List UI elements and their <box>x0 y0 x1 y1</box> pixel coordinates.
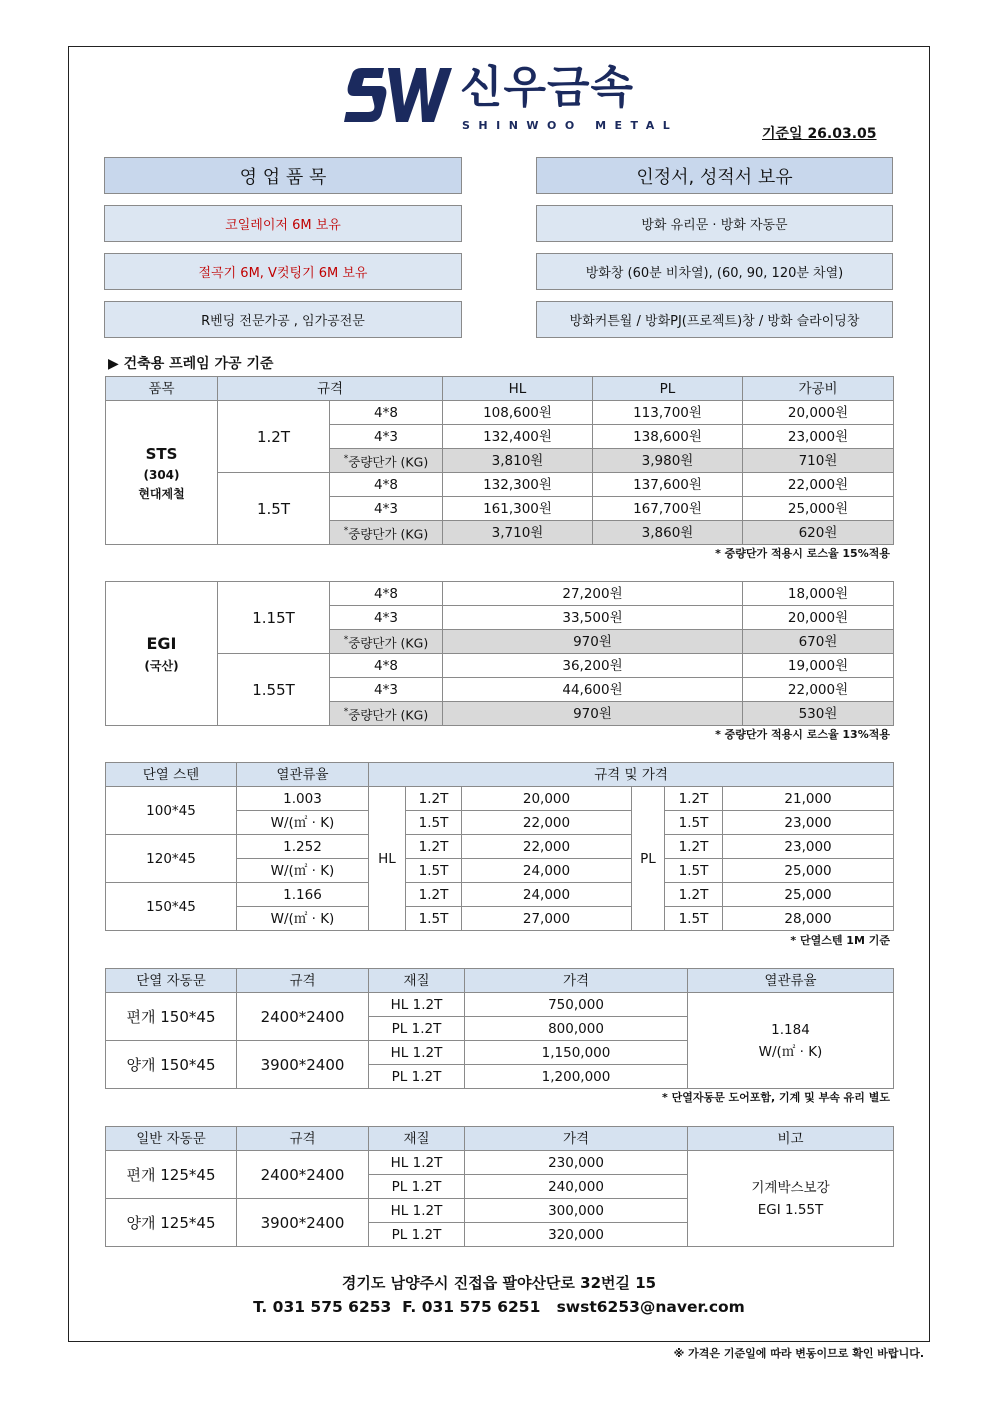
weight-price-text: 중량단가 (KG) <box>348 454 429 470</box>
table-cell: 4*3 <box>330 606 443 630</box>
td-door-name: 양개 150*45 <box>106 1041 237 1089</box>
ts-note: * 단열스텐 1M 기준 <box>790 934 890 947</box>
table-cell: 3,860원 <box>593 521 743 545</box>
weight-price-text: 중량단가 (KG) <box>348 526 429 542</box>
table-cell: 4*3 <box>330 425 443 449</box>
table-cell: 33,500원 <box>443 606 743 630</box>
table-cell: PL 1.2T <box>369 1065 465 1089</box>
td-door-size: 3900*2400 <box>237 1041 369 1089</box>
asterisk: * <box>343 525 349 536</box>
table-cell: 970원 <box>443 630 743 654</box>
table-cell: 970원 <box>443 702 743 726</box>
td-header-u: 열관류율 <box>688 969 894 993</box>
table-cell: 1.5T <box>665 859 723 883</box>
asterisk: * <box>343 453 349 464</box>
table-cell: 750,000 <box>465 993 688 1017</box>
sts-grade: (304) <box>143 467 180 482</box>
table-cell: 23,000 <box>723 835 894 859</box>
sts-thickness: 1.5T <box>218 473 330 545</box>
ts-u-unit: W/(㎡ · K) <box>237 859 369 883</box>
ts-u-value: 1.166 <box>237 883 369 907</box>
shinwoo-logo-mark <box>344 66 454 124</box>
table-cell: 1.2T <box>665 787 723 811</box>
td-header-size: 규격 <box>237 969 369 993</box>
ts-header-spec-price: 규격 및 가격 <box>369 763 894 787</box>
table-cell: 113,700원 <box>593 401 743 425</box>
table-cell: PL 1.2T <box>369 1175 465 1199</box>
ts-u-value: 1.252 <box>237 835 369 859</box>
cert-header: 인정서, 성적서 보유 <box>536 157 893 194</box>
table-cell: 19,000원 <box>743 654 894 678</box>
sales-header: 영 업 품 목 <box>104 157 462 194</box>
sts-material: STS <box>145 444 178 463</box>
table-cell: 44,600원 <box>443 678 743 702</box>
sales-item-bending: 절곡기 6M, V컷팅기 6M 보유 <box>104 253 462 290</box>
sts-header-item: 품목 <box>106 377 218 401</box>
td-u-value: 1.184 <box>771 1021 810 1038</box>
table-cell: 4*8 <box>330 401 443 425</box>
gd-header-size: 규격 <box>237 1127 369 1151</box>
fax-number: F. 031 575 6251 <box>402 1298 541 1316</box>
table-cell: 27,200원 <box>443 582 743 606</box>
ts-header-u: 열관류율 <box>237 763 369 787</box>
phone-number: T. 031 575 6253 <box>253 1298 392 1316</box>
thermal-stainless-table <box>105 762 894 931</box>
sts-header-spec: 규격 <box>218 377 443 401</box>
table-cell: 23,000 <box>723 811 894 835</box>
td-u-cell <box>688 993 894 1089</box>
table-cell: 240,000 <box>465 1175 688 1199</box>
td-door-size: 2400*2400 <box>237 993 369 1041</box>
asterisk: * <box>343 706 349 717</box>
table-cell: 1,200,000 <box>465 1065 688 1089</box>
table-cell: 1.5T <box>406 907 462 931</box>
table-cell: PL 1.2T <box>369 1223 465 1247</box>
table-cell: 670원 <box>743 630 894 654</box>
table-cell: 4*3 <box>330 678 443 702</box>
ts-size: 120*45 <box>106 835 237 883</box>
sts-thickness: 1.2T <box>218 401 330 473</box>
table-cell: 167,700원 <box>593 497 743 521</box>
ts-u-unit: W/(㎡ · K) <box>237 907 369 931</box>
sts-header-fee: 가공비 <box>743 377 894 401</box>
table-cell: 530원 <box>743 702 894 726</box>
table-cell: 161,300원 <box>443 497 593 521</box>
ts-size: 100*45 <box>106 787 237 835</box>
table-cell: 25,000 <box>723 883 894 907</box>
table-cell: 18,000원 <box>743 582 894 606</box>
table-cell: 1,150,000 <box>465 1041 688 1065</box>
td-header-price: 가격 <box>465 969 688 993</box>
table-cell: 20,000 <box>462 787 632 811</box>
ts-u-value: 1.003 <box>237 787 369 811</box>
sts-note: * 중량단가 적용시 로스율 15%적용 <box>715 547 890 560</box>
table-cell: 20,000원 <box>743 401 894 425</box>
table-cell: 137,600원 <box>593 473 743 497</box>
table-cell: 24,000 <box>462 859 632 883</box>
table-cell: 230,000 <box>465 1151 688 1175</box>
table-cell: 1.2T <box>406 787 462 811</box>
base-date: 기준일 26.03.05 <box>762 126 877 142</box>
table-cell: 3,980원 <box>593 449 743 473</box>
table-cell: 710원 <box>743 449 894 473</box>
gd-remark-cell <box>688 1151 894 1247</box>
egi-thickness: 1.15T <box>218 582 330 654</box>
egi-material-cell <box>106 582 218 726</box>
sales-item-coil-laser: 코일레이저 6M 보유 <box>104 205 462 242</box>
ts-header-name: 단열 스텐 <box>106 763 237 787</box>
weight-price-label <box>330 521 443 545</box>
egi-material: EGI <box>146 633 177 653</box>
company-address: 경기도 남양주시 진접읍 팔야산단로 32번길 15 <box>341 1274 657 1292</box>
thermal-door-table <box>105 968 894 1089</box>
table-cell: 1.5T <box>406 811 462 835</box>
frame-section-title: ▶ 건축용 프레임 가공 기준 <box>108 356 274 372</box>
table-cell: HL 1.2T <box>369 1151 465 1175</box>
td-u-unit: W/(㎡ · K) <box>758 1043 823 1060</box>
gd-header-remark: 비고 <box>688 1127 894 1151</box>
sts-header-hl: HL <box>443 377 593 401</box>
company-contact <box>68 1296 930 1318</box>
table-cell: 132,400원 <box>443 425 593 449</box>
table-cell: 4*3 <box>330 497 443 521</box>
table-cell: 20,000원 <box>743 606 894 630</box>
ts-u-unit: W/(㎡ · K) <box>237 811 369 835</box>
footer-note: ※ 가격은 기준일에 따라 변동이므로 확인 바랍니다. <box>673 1347 924 1360</box>
table-cell: 25,000 <box>723 859 894 883</box>
egi-price-table <box>105 581 894 726</box>
weight-price-label <box>330 630 443 654</box>
table-cell: HL 1.2T <box>369 993 465 1017</box>
gd-remark-1: 기계박스보강 <box>751 1179 830 1196</box>
weight-price-label <box>330 702 443 726</box>
table-cell: 3,810원 <box>443 449 593 473</box>
gd-door-size: 2400*2400 <box>237 1151 369 1199</box>
egi-thickness: 1.55T <box>218 654 330 726</box>
table-cell: 36,200원 <box>443 654 743 678</box>
gd-door-name: 편개 125*45 <box>106 1151 237 1199</box>
table-cell: 24,000 <box>462 883 632 907</box>
asterisk: * <box>343 634 349 645</box>
sts-maker: 현대제철 <box>138 486 185 501</box>
table-cell: 800,000 <box>465 1017 688 1041</box>
table-cell: 1.2T <box>665 835 723 859</box>
table-cell: 300,000 <box>465 1199 688 1223</box>
table-cell: 1.5T <box>665 811 723 835</box>
td-header-name: 단열 자동문 <box>106 969 237 993</box>
egi-note: * 중량단가 적용시 로스율 13%적용 <box>715 728 890 741</box>
gd-door-size: 3900*2400 <box>237 1199 369 1247</box>
email-address: swst6253@naver.com <box>556 1298 745 1316</box>
general-door-table <box>105 1126 894 1247</box>
weight-price-label <box>330 449 443 473</box>
table-cell: 132,300원 <box>443 473 593 497</box>
table-cell: 320,000 <box>465 1223 688 1247</box>
td-door-name: 편개 150*45 <box>106 993 237 1041</box>
table-cell: 3,710원 <box>443 521 593 545</box>
cert-item-fire-door: 방화 유리문 · 방화 자동문 <box>536 205 893 242</box>
table-cell: 108,600원 <box>443 401 593 425</box>
gd-header-price: 가격 <box>465 1127 688 1151</box>
sts-material-cell <box>106 401 218 545</box>
ts-finish-pl: PL <box>632 787 665 931</box>
sts-price-table <box>105 376 894 545</box>
brand-name-english: SHINWOO METAL <box>462 119 679 132</box>
gd-header-material: 재질 <box>369 1127 465 1151</box>
table-cell: 1.2T <box>406 835 462 859</box>
table-cell: HL 1.2T <box>369 1041 465 1065</box>
gd-remark-2: EGI 1.55T <box>757 1201 824 1218</box>
cert-item-fire-window: 방화창 (60분 비차열), (60, 90, 120분 차열) <box>536 253 893 290</box>
table-cell: HL 1.2T <box>369 1199 465 1223</box>
table-cell: 23,000원 <box>743 425 894 449</box>
table-cell: 1.5T <box>406 859 462 883</box>
sts-header-pl: PL <box>593 377 743 401</box>
table-cell: PL 1.2T <box>369 1017 465 1041</box>
weight-price-text: 중량단가 (KG) <box>348 635 429 651</box>
table-cell: 21,000 <box>723 787 894 811</box>
cert-item-fire-curtainwall: 방화커튼월 / 방화PJ(프로젝트)창 / 방화 슬라이딩창 <box>536 301 893 338</box>
table-cell: 1.2T <box>665 883 723 907</box>
brand-name-korean: 신우금속 <box>460 62 635 113</box>
table-cell: 22,000 <box>462 811 632 835</box>
table-cell: 22,000원 <box>743 473 894 497</box>
weight-price-text: 중량단가 (KG) <box>348 707 429 723</box>
table-cell: 22,000원 <box>743 678 894 702</box>
egi-origin: (국산) <box>144 658 179 673</box>
table-cell: 28,000 <box>723 907 894 931</box>
ts-finish-hl: HL <box>369 787 406 931</box>
table-cell: 4*8 <box>330 473 443 497</box>
gd-header-name: 일반 자동문 <box>106 1127 237 1151</box>
td-note: * 단열자동문 도어포함, 기계 및 부속 유리 별도 <box>661 1091 890 1104</box>
table-cell: 4*8 <box>330 582 443 606</box>
table-cell: 1.5T <box>665 907 723 931</box>
ts-size: 150*45 <box>106 883 237 931</box>
table-cell: 138,600원 <box>593 425 743 449</box>
table-cell: 620원 <box>743 521 894 545</box>
table-cell: 25,000원 <box>743 497 894 521</box>
table-cell: 27,000 <box>462 907 632 931</box>
sales-item-r-bending: R벤딩 전문가공 , 임가공전문 <box>104 301 462 338</box>
table-cell: 4*8 <box>330 654 443 678</box>
td-header-material: 재질 <box>369 969 465 993</box>
table-cell: 1.2T <box>406 883 462 907</box>
gd-door-name: 양개 125*45 <box>106 1199 237 1247</box>
table-cell: 22,000 <box>462 835 632 859</box>
